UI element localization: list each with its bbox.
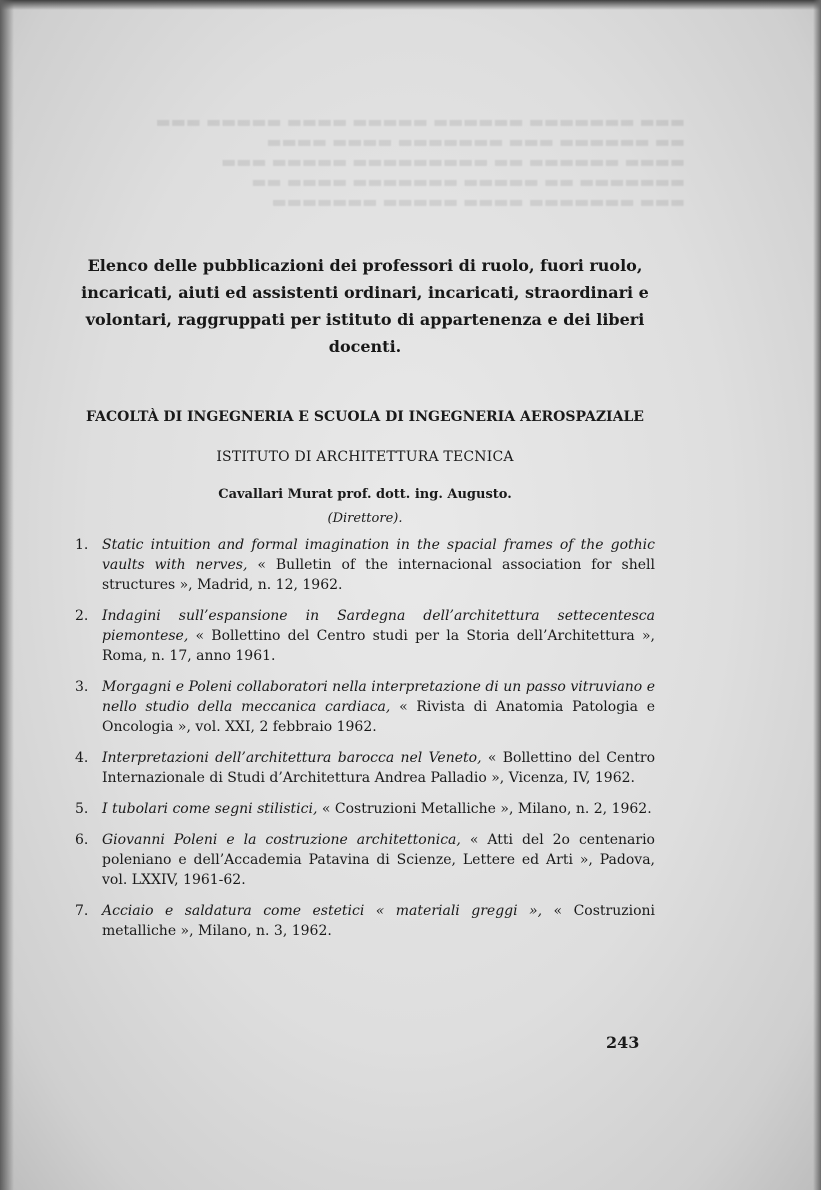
list-heading: Elenco delle pubblicazioni dei professori di ruolo, fuori ruolo, incaricati, aiuti ed assistenti ordinari, incaricati, straordinari e volontari, raggruppati per istituto di appartenenza e dei liberi docenti. <box>81 256 649 356</box>
main-content <box>75 252 655 952</box>
publication-title: Acciaio e saldatura come estetici « materiali greggi », <box>102 903 543 919</box>
professor-role: (Direttore). <box>327 511 403 526</box>
publication-source: « Costruzioni metalliche », Milano, n. 3, 1962. <box>102 903 656 939</box>
professor-name: Cavallari Murat prof. dott. ing. Augusto. <box>218 487 512 502</box>
publication-number: 5. <box>75 801 89 817</box>
publication-title: Morgagni e Poleni collaboratori nella interpretazione di un passo vitruviano e nello studio della meccanica cardiaca, <box>102 679 655 715</box>
publication-number: 7. <box>75 903 89 919</box>
publication-number: 1. <box>75 537 89 553</box>
institute-title: ISTITUTO DI ARCHITETTURA TECNICA <box>216 449 514 465</box>
publication-item <box>75 748 655 788</box>
page-number: 243 <box>606 1033 640 1052</box>
publication-source: « Rivista di Anatomia Patologia e Oncologia », vol. XXI, 2 febbraio 1962. <box>102 699 655 735</box>
publication-title: Giovanni Poleni e la costruzione architettonica, <box>102 832 461 848</box>
publication-item <box>75 535 655 595</box>
publication-number: 6. <box>75 832 89 848</box>
publication-item <box>75 830 655 890</box>
publication-item <box>75 606 655 666</box>
publication-source: « Costruzioni Metalliche », Milano, n. 2, 1962. <box>317 801 652 817</box>
publication-title: Static intuition and formal imagination in the spacial frames of the gothic vaults with nerves, <box>102 537 655 573</box>
publication-title: Indagini sull’espansione in Sardegna dell’architettura settecentesca piemontese, <box>102 608 655 644</box>
publication-source: « Bulletin of the internacional association for shell structures », Madrid, n. 12, 1962. <box>102 557 655 593</box>
publication-source: « Atti del 2o centenario poleniano e dell’Accademia Patavina di Scienze, Lettere ed Arti », Padova, vol. LXXIV, 1961-62. <box>102 832 655 888</box>
page-left-edge-shadow <box>0 0 14 1190</box>
faculty-title: FACOLTÀ DI INGEGNERIA E SCUOLA DI INGEGNERIA AEROSPAZIALE <box>86 409 644 425</box>
publication-number: 4. <box>75 750 89 766</box>
publication-item <box>75 901 655 941</box>
publication-list <box>75 535 655 941</box>
page-right-edge-shadow <box>813 0 821 1190</box>
publication-number: 2. <box>75 608 89 624</box>
page-top-edge-shadow <box>0 0 821 10</box>
show-through-texture: ▬▬▬ ▬▬▬▬▬▬▬ ▬▬▬▬▬▬ ▬▬▬▬▬ ▬▬▬▬ ▬▬▬▬▬ ▬▬▬ ▬▬ ▬▬▬▬▬▬ ▬▬▬ ▬▬▬▬▬▬▬ ▬▬▬▬ ▬▬▬▬ ▬▬▬▬ ▬▬▬▬▬▬ ▬▬ ▬▬▬▬▬▬▬▬▬ ▬▬▬▬▬ ▬▬▬ ▬▬▬▬▬▬▬ ▬▬ ▬▬▬▬▬ ▬▬▬▬▬▬▬ ▬▬▬▬ ▬▬ ▬▬▬ ▬▬▬▬▬▬▬ ▬▬▬▬ ▬▬▬▬▬ ▬▬▬▬▬▬▬ <box>155 112 685 211</box>
publication-title: Interpretazioni dell’architettura barocca nel Veneto, <box>102 750 482 766</box>
publication-item <box>75 799 655 819</box>
publication-source: « Bollettino del Centro studi per la Storia dell’Architettura », Roma, n. 17, anno 1961. <box>102 628 655 664</box>
publication-title: I tubolari come segni stilistici, <box>102 801 318 817</box>
publication-item <box>75 677 655 737</box>
publication-source: « Bollettino del Centro Internazionale di Studi d’Architettura Andrea Palladio », Vicenza, IV, 1962. <box>102 750 655 786</box>
publication-number: 3. <box>75 679 89 695</box>
